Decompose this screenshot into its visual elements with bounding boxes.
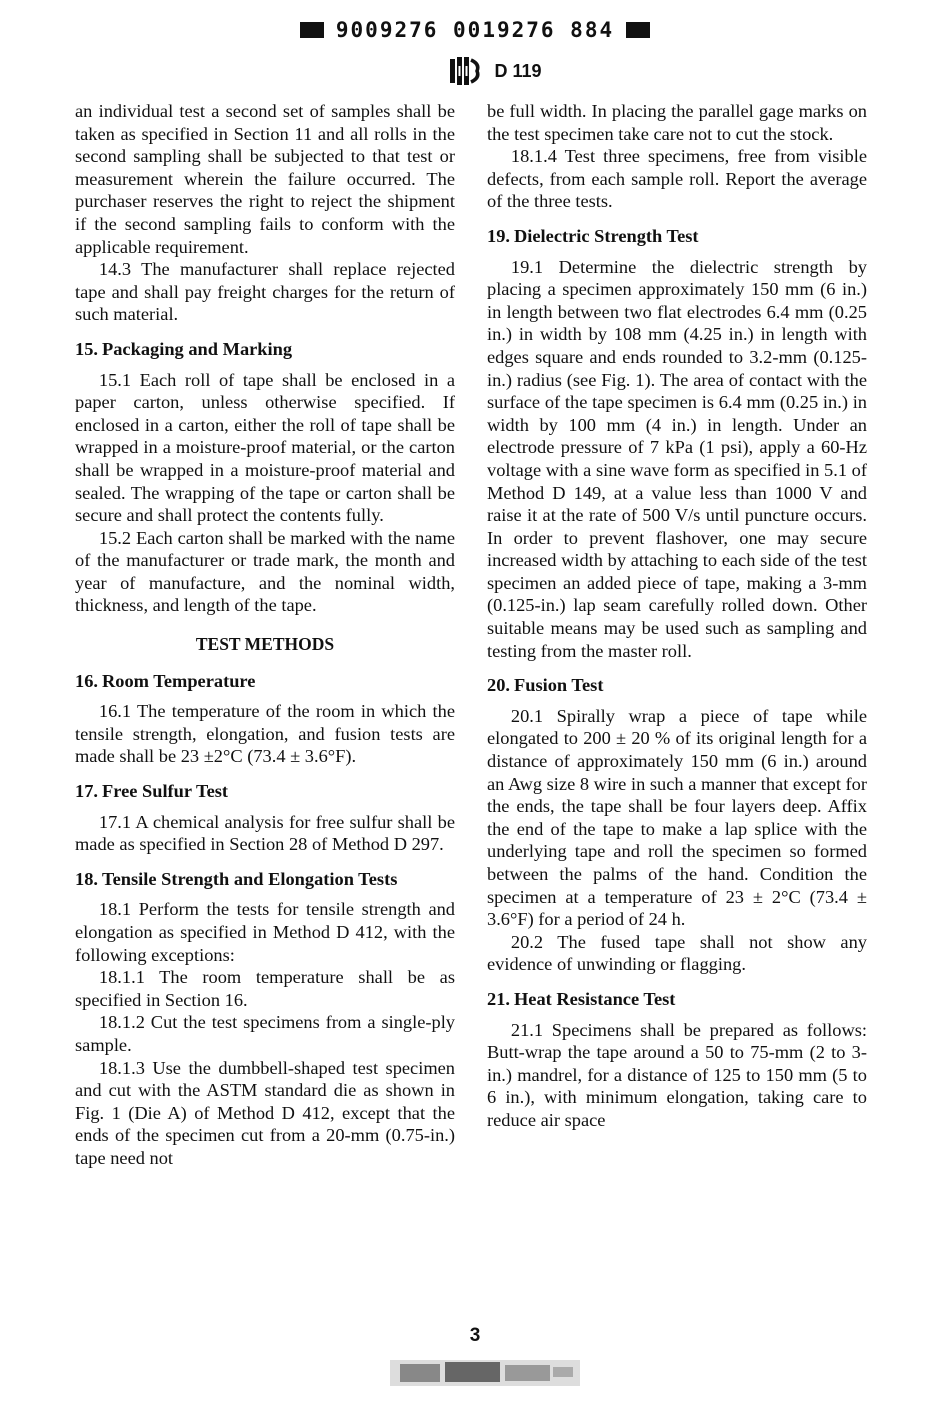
paragraph-continuation: an individual test a second set of samples shall be taken as specified in Section 11 and all rolls in the second sampling shall be subjected to that test or measurement wherein the failure occurred. The purchaser reserves the right to reject the shipment if the second sampling fails to conform with the applicable requirement.: [75, 101, 455, 257]
section-number: 19.: [487, 225, 510, 246]
section-number: 17.: [75, 781, 98, 802]
section-15-heading: [75, 338, 455, 361]
section-number: 20.: [487, 675, 510, 696]
test-methods-heading: TEST METHODS: [195, 634, 335, 655]
paragraph-21-1: 21.1 Specimens shall be prepared as follows: Butt-wrap the tape around a 50 to 75-mm (2 to 3-in.) mandrel, for a distance of 125 to 150 mm (5 to 6 in.), with minimum elongation, taking care to reduce air space: [487, 1019, 867, 1130]
section-title: Free Sulfur Test: [102, 781, 229, 802]
designation-label: D 119: [494, 60, 542, 81]
paragraph-18-1-1: 18.1.1 The room temperature shall be as specified in Section 16.: [75, 967, 455, 1010]
paragraph-18-1-4: 18.1.4 Test three specimens, free from visible defects, from each sample roll. Report the average of the three tests.: [487, 146, 867, 212]
section-17-heading: [75, 780, 455, 803]
section-18-heading: [75, 868, 455, 891]
paragraph-15-1: 15.1 Each roll of tape shall be enclosed in a paper carton, unless otherwise specified. If enclosed in a carton, either the roll of tape shall be wrapped in a moisture-proof material, or the carton shall be wrapped in a moisture-proof material and sealed. The wrapping of the tape or carton shall be secure and shall protect the contents fully.: [75, 369, 455, 526]
barcode-text: 9009276 0019276 884: [335, 18, 615, 42]
paragraph-16-1: 16.1 The temperature of the room in which the tensile strength, elongation, and fusion tests are made shall be 23 ±2°C (73.4 ± 3.6°F).: [75, 701, 455, 767]
section-16-heading: [75, 670, 455, 693]
section-21-heading: [487, 988, 867, 1011]
section-number: 16.: [75, 670, 98, 691]
paragraph-14-3: 14.3 The manufacturer shall replace rejected tape and shall pay freight charges for the return of such material.: [75, 259, 455, 325]
section-number: 18.: [75, 868, 98, 889]
paragraph-18-1-3: 18.1.3 Use the dumbbell-shaped test specimen and cut with the ASTM standard die as shown in Fig. 1 (Die A) of Method D 412, except that the ends of the specimen cut from a 20-mm (0.75-in.) tape need not: [75, 1057, 455, 1168]
section-number: 21.: [487, 988, 510, 1009]
paragraph-15-2: 15.2 Each carton shall be marked with the name of the manufacturer or trade mark, the month and year of manufacture, and the nominal width, thickness, and length of the tape.: [75, 527, 455, 616]
section-title: Room Temperature: [102, 670, 256, 691]
scan-barcode-header: [0, 10, 950, 50]
barcode-block-right: [626, 22, 650, 38]
right-column: [487, 100, 867, 1132]
left-column: [75, 100, 455, 1170]
section-19-heading: [487, 225, 867, 248]
paragraph-17-1: 17.1 A chemical analysis for free sulfur shall be made as specified in Section 28 of Method D 297.: [75, 811, 455, 855]
section-title: Dielectric Strength Test: [514, 225, 699, 246]
section-number: 15.: [75, 338, 98, 359]
section-title: Heat Resistance Test: [514, 988, 676, 1009]
section-title: Tensile Strength and Elongation Tests: [102, 868, 398, 889]
barcode-block-left: [300, 22, 324, 38]
paragraph-continuation: be full width. In placing the parallel gage marks on the test specimen take care not to cut the stock.: [487, 101, 867, 144]
paragraph-20-1: 20.1 Spirally wrap a piece of tape while elongated to 200 ± 20 % of its original length for a distance of approximately 150 mm (6 in.) around an Awg size 8 wire in such a manner that except for the ends, the tape shall be four layers deep. Affix the end of the tape to make a lap splice with the underlying tape and roll the specimen so formed between the palms of the hand. Condition the specimen at a temperature of 23 ± 2°C (73.4 ± 3.6°F) for a period of 24 h.: [487, 705, 867, 930]
scan-artifact-icon: [385, 1352, 585, 1394]
standard-header: [0, 56, 950, 86]
astm-logo-icon: [448, 56, 482, 86]
page-number: 3: [469, 1325, 481, 1346]
paragraph-20-2: 20.2 The fused tape shall not show any evidence of unwinding or flagging.: [487, 931, 867, 975]
section-title: Packaging and Marking: [102, 338, 293, 359]
section-20-heading: [487, 674, 867, 697]
paragraph-18-1-2: 18.1.2 Cut the test specimens from a single-ply sample.: [75, 1012, 455, 1055]
paragraph-19-1: 19.1 Determine the dielectric strength by placing a specimen approximately 150 mm (6 in.) in length between two flat electrodes 6.4 mm (0.25 in.) in width by 108 mm (4.25 in.) in length with edges square and ends rounded to 3.2-mm (0.125-in.) radius (see Fig. 1). The area of contact with the surface of the tape specimen is 6.4 mm (0.25 in.) in width by 100 mm (4 in.) in length. Under an electrode pressure of 7 kPa (1 psi), apply a 60-Hz voltage with a sine wave form as specified in 5.1 of Method D 149, at a value less than 1000 V and raise it at the rate of 500 V/s until puncture occurs. In order to prevent flashover, one may secure increased width by attaching to each side of the test specimen an added piece of tape, making a 3-mm (0.125-in.) lap seam carefully rolled down. Other suitable means may be used such as sampling and testing from the master roll.: [487, 256, 867, 661]
paragraph-18-1: 18.1 Perform the tests for tensile strength and elongation as specified in Method D 412, with the following exceptions:: [75, 899, 455, 965]
section-title: Fusion Test: [514, 675, 604, 696]
